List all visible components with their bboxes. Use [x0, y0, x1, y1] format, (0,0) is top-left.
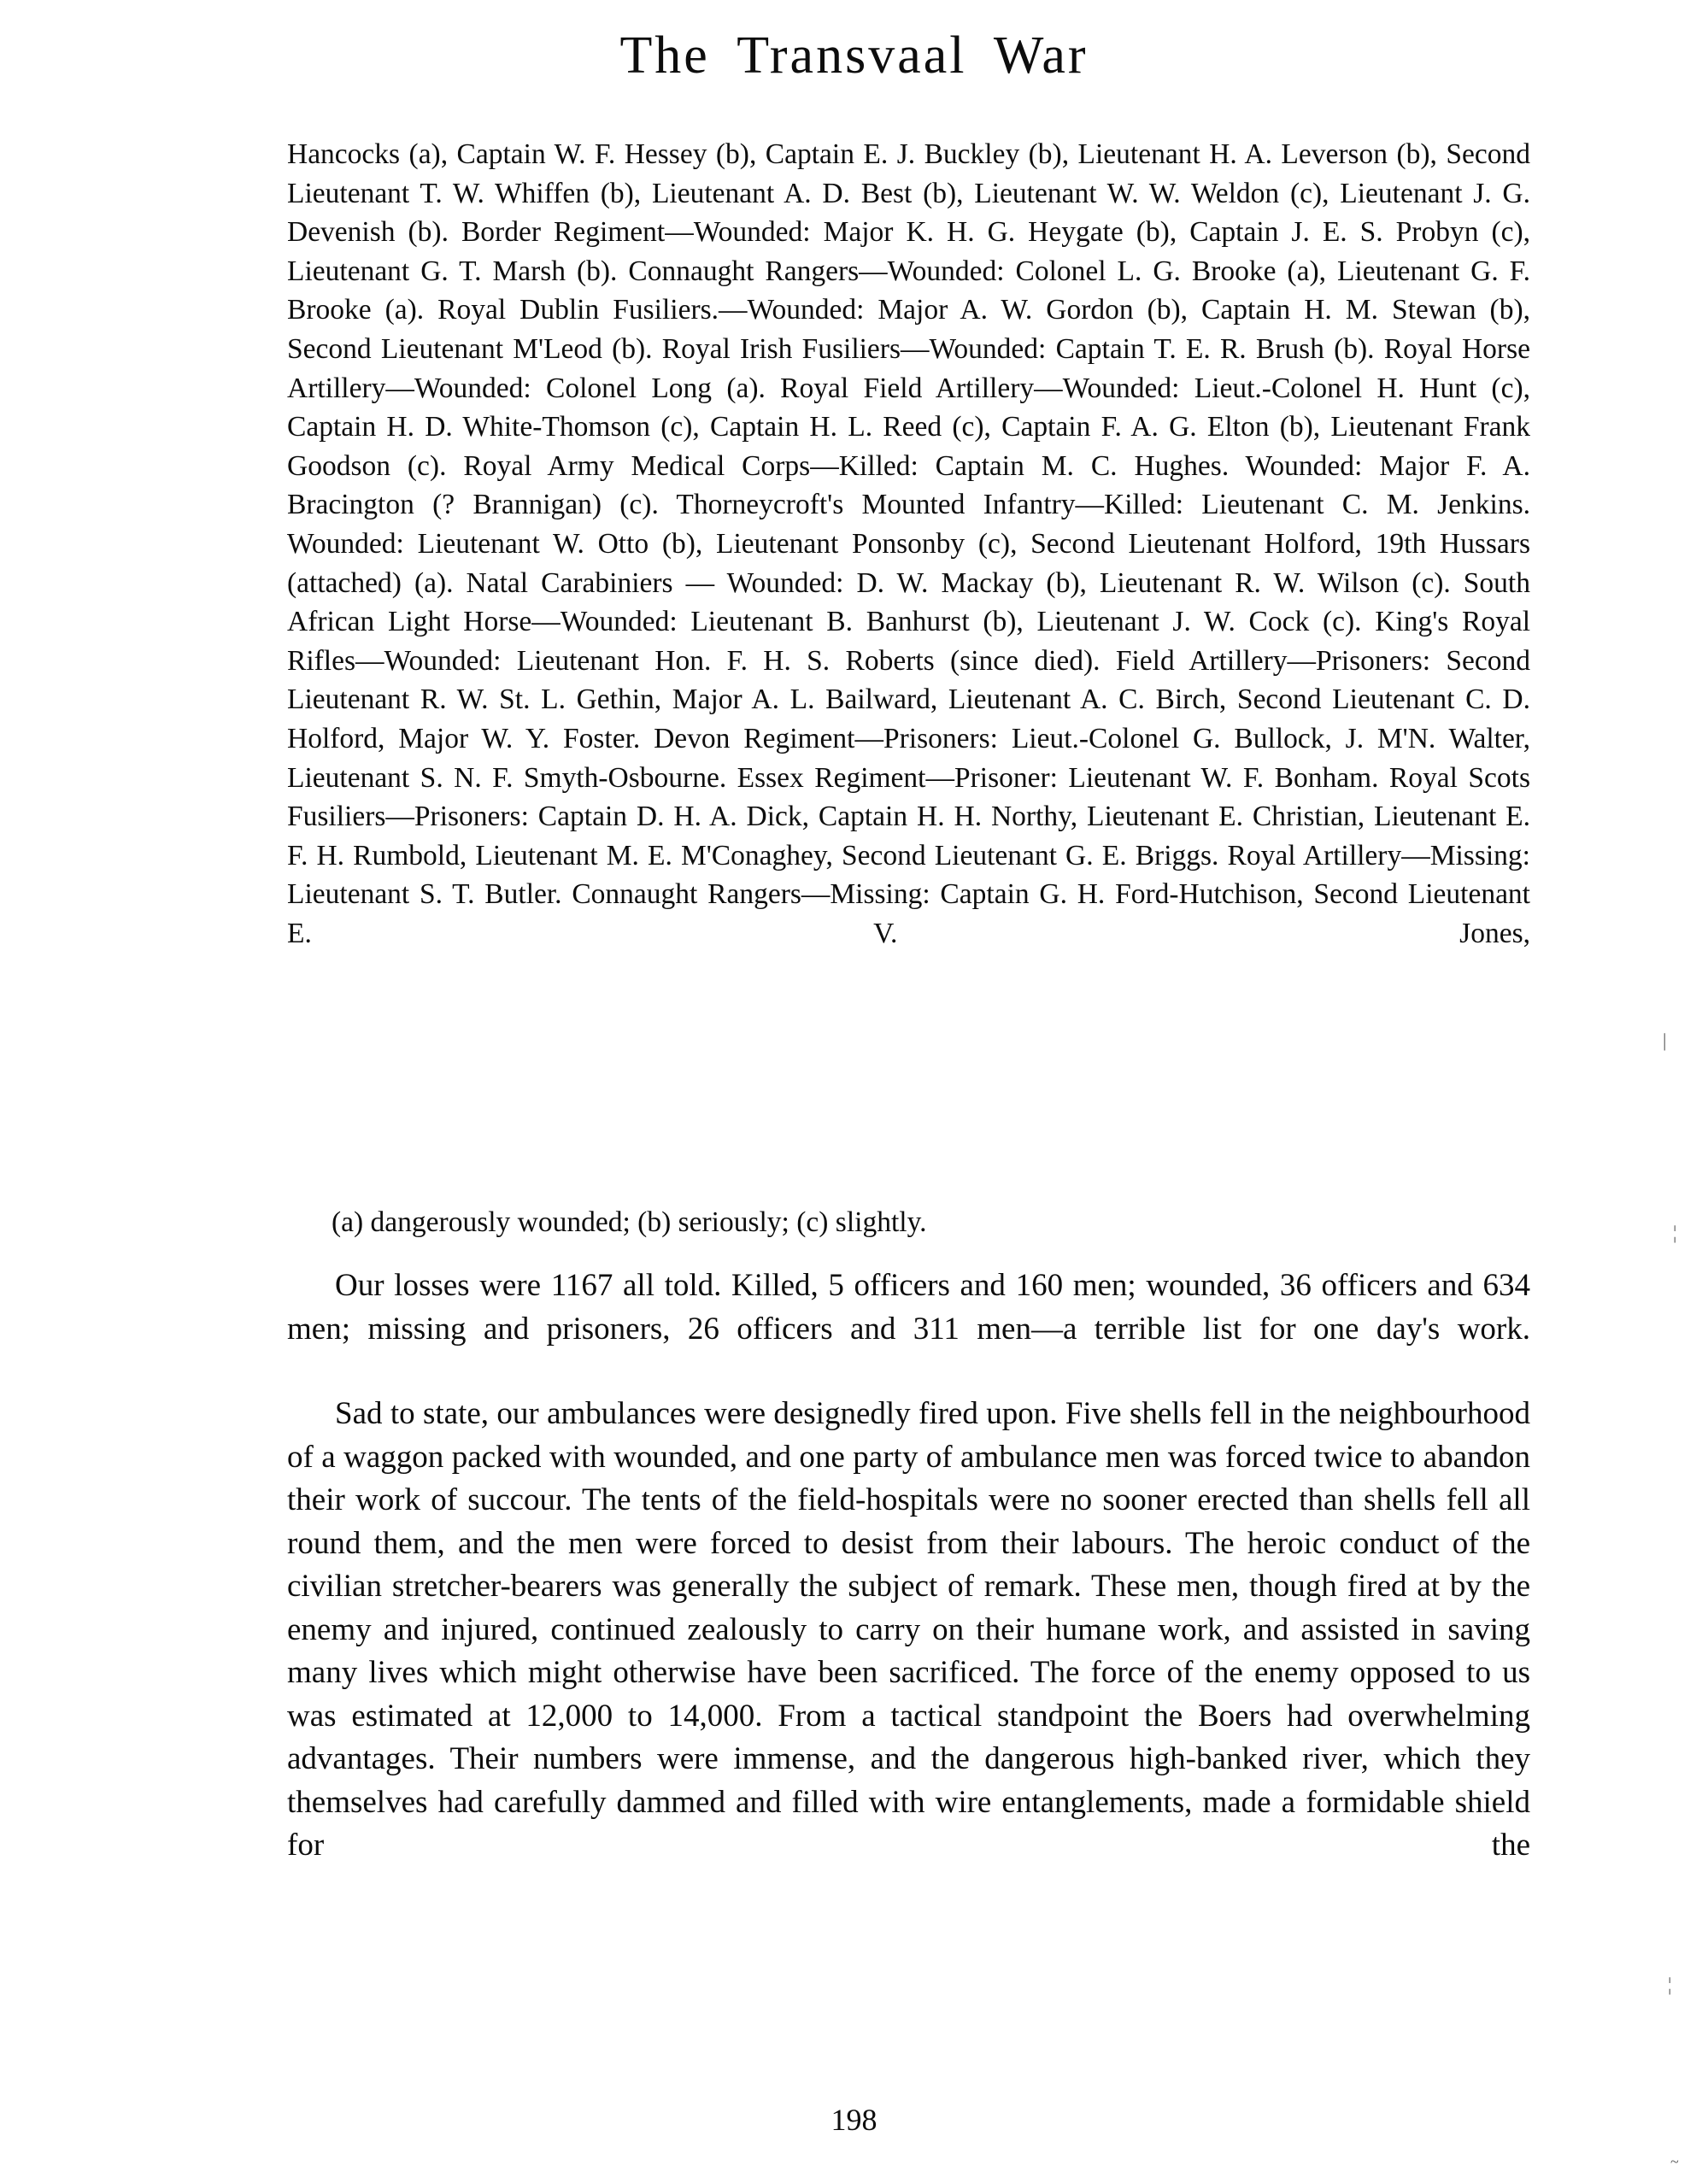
casualty-list-text: Hancocks (a), Captain W. F. Hessey (b), Captain E. J. Buckley (b), Lieutenant H. A. Leverson (b), Second Lieutenant T. W. Whiffen (b), Lieutenant A. D. Best (b), Lieutenant W. W. Weldon (c), Lieutenant J. G. Devenish (b). Border Regiment—Wounded: Major K. H. G. Heygate (b), Captain J. E. S. Probyn (c), Lieutenant G. T. Marsh (b). Connaught Rangers—Wounded: Colonel L. G. Brooke (a), Lieutenant G. F. Brooke (a). Royal Dublin Fusiliers.—Wounded: Major A. W. Gordon (b), Captain H. M. Stewan (b), Second Lieutenant M'Leod (b). Royal Irish Fusiliers—Wounded: Captain T. E. R. Brush (b). Royal Horse Artillery—Wounded: Colonel Long (a). Royal Field Artillery—Wounded: Lieut.-Colonel H. Hunt (c), Captain H. D. White-Thomson (c), Captain H. L. Reed (c), Captain F. A. G. Elton (b), Lieutenant Frank Goodson (c). Royal Army Medical Corps—Killed: Captain M. C. Hughes. Wounded: Major F. A. Bracington (? Brannigan) (c). Thorneycroft's Mounted Infantry—Killed: Lieutenant C. M. Jenkins. Wounded: Lieutenant W. Otto (b), Lieutenant Ponsonby (c), Second Lieutenant Holford, 19th Hussars (attached) (a). Natal Carabiniers — Wounded: D. W. Mackay (b), Lieutenant R. W. Wilson (c). South African Light Horse—Wounded: Lieutenant B. Banhurst (b), Lieutenant J. W. Cock (c). King's Royal Rifles—Wounded: Lieutenant Hon. F. H. S. Roberts (since died). Field Artillery—Prisoners: Second Lieutenant R. W. St. L. Gethin, Major A. L. Bailward, Lieutenant A. C. Birch, Second Lieutenant C. D. Holford, Major W. Y. Foster. Devon Regiment—Prisoners: Lieut.-Colonel G. Bullock, J. M'N. Walter, Lieutenant S. N. F. Smyth-Osbourne. Essex Regiment—Prisoner: Lieutenant W. F. Bonham. Royal Scots Fusiliers—Prisoners: Captain D. H. A. Dick, Captain H. H. Northy, Lieutenant E. Christian, Lieutenant E. F. H. Rumbold, Lieutenant M. E. M'Conaghey, Second Lieutenant G. E. Briggs. Royal Artillery—Missing: Lieutenant S. T. Butler. Connaught Rangers—Missing: Captain G. H. Ford-Hutchison, Second Lieutenant E. V. Jones,	[287, 138, 1530, 949]
paragraph-ambulances-text: Sad to state, our ambulances were designedly fired upon. Five shells fell in the neighbourhood of a waggon packed with wounded, and one party of ambulance men was forced twice to abandon their work of succour. The tents of the field-hospitals were no sooner erected than shells fell all round them, and the men were forced to desist from their labours. The heroic conduct of the civilian stretcher-bearers was generally the subject of remark. These men, though fired at by the enemy and injured, continued zealously to carry on their humane work, and assisted in saving many lives which might otherwise have been sacrificed. The force of the enemy opposed to us was estimated at 12,000 to 14,000. From a tactical standpoint the Boers had overwhelming advantages. Their numbers were immense, and the dangerous high-banked river, which they themselves had carefully dammed and filled with wire entanglements, made a formidable shield for the	[287, 1396, 1530, 1863]
paragraph-losses-text: Our losses were 1167 all told. Killed, 5 officers and 160 men; wounded, 36 officers and 634 men; missing and prisoners, 26 officers and 311 men—a terrible list for one day's work.	[287, 1268, 1530, 1347]
page-number: 198	[831, 2103, 877, 2137]
page-edge-mark-icon: ¦	[1673, 1222, 1677, 1243]
paragraph-losses	[287, 1265, 1530, 1394]
page-edge-mark-icon: |	[1663, 1030, 1667, 1051]
page-edge-mark-icon: ~	[1670, 2153, 1679, 2170]
narrative-section-losses	[287, 1265, 1530, 1394]
narrative-section-ambulances	[287, 1393, 1530, 1910]
page-title: The Transvaal War	[619, 26, 1089, 85]
paragraph-ambulances	[287, 1393, 1530, 1910]
page-edge-mark-icon: ¦	[1668, 1974, 1672, 1995]
casualty-list-paragraph	[287, 135, 1530, 992]
casualty-legend: (a) dangerously wounded; (b) seriously; (c) slightly.	[332, 1206, 927, 1238]
